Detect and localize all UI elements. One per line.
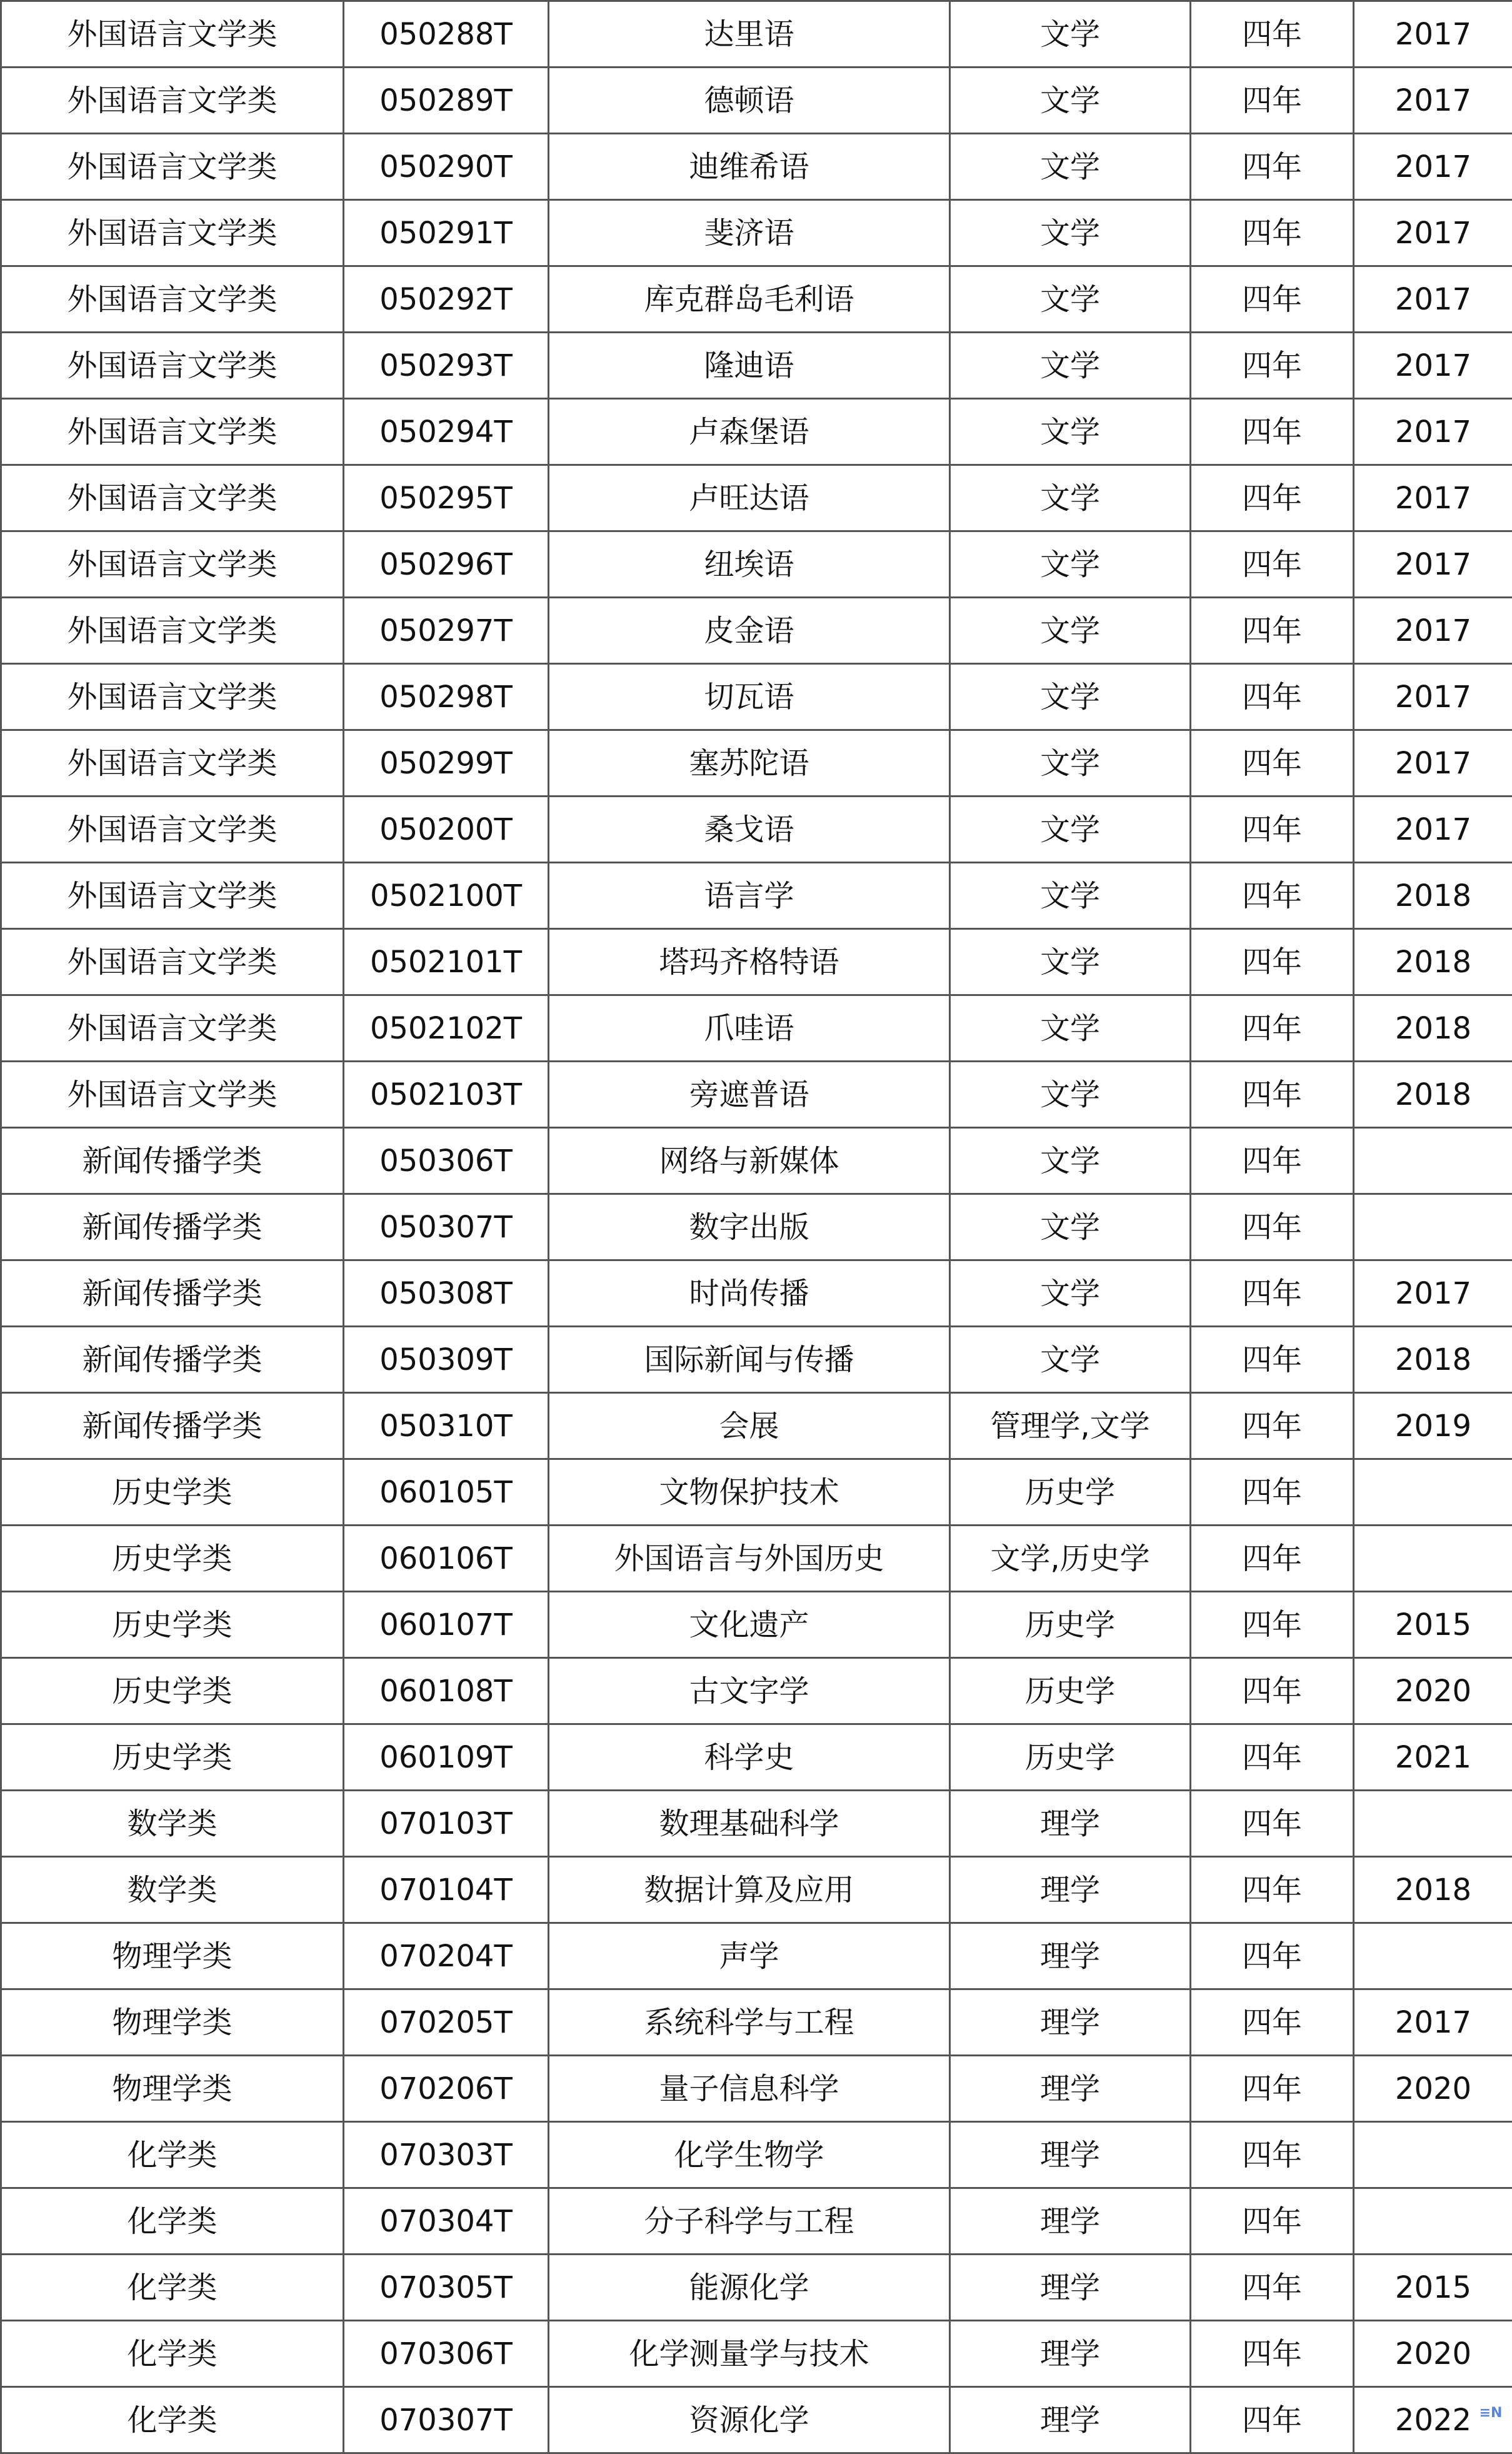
duration-cell: 四年: [1191, 2188, 1354, 2255]
code-cell: 070104T: [344, 1857, 549, 1923]
category-cell: 外国语言文学类: [1, 399, 344, 465]
degree-cell: 文学: [950, 134, 1191, 200]
code-cell: 060109T: [344, 1724, 549, 1791]
category-cell: 外国语言文学类: [1, 995, 344, 1062]
code-cell: 050290T: [344, 134, 549, 200]
year-cell: [1354, 1791, 1512, 1857]
category-cell: 外国语言文学类: [1, 134, 344, 200]
duration-cell: 四年: [1191, 929, 1354, 995]
degree-cell: 理学: [950, 2255, 1191, 2321]
table-row: [1, 2188, 1512, 2255]
major-name-cell: 库克群岛毛利语: [549, 266, 950, 333]
major-name-cell: 会展: [549, 1393, 950, 1459]
year-cell: [1354, 1128, 1512, 1194]
major-name-cell: 分子科学与工程: [549, 2188, 950, 2255]
major-name-cell: 旁遮普语: [549, 1062, 950, 1128]
table-row: [1, 2255, 1512, 2321]
year-cell: [1354, 1923, 1512, 1989]
degree-cell: 历史学: [950, 1658, 1191, 1724]
code-cell: 070304T: [344, 2188, 549, 2255]
table-row: [1, 1260, 1512, 1327]
duration-cell: 四年: [1191, 1989, 1354, 2056]
year-cell: 2021: [1354, 1724, 1512, 1791]
duration-cell: 四年: [1191, 1, 1354, 68]
code-cell: 050296T: [344, 531, 549, 598]
duration-cell: 四年: [1191, 995, 1354, 1062]
major-name-cell: 塔玛齐格特语: [549, 929, 950, 995]
table-row: [1, 134, 1512, 200]
category-cell: 外国语言文学类: [1, 1062, 344, 1128]
table-row: [1, 1459, 1512, 1526]
major-name-cell: 卢森堡语: [549, 399, 950, 465]
degree-cell: 文学: [950, 664, 1191, 730]
category-cell: 外国语言文学类: [1, 598, 344, 664]
year-cell: 2015: [1354, 2255, 1512, 2321]
table-row: [1, 797, 1512, 863]
code-cell: 060105T: [344, 1459, 549, 1526]
duration-cell: 四年: [1191, 1923, 1354, 1989]
code-cell: 070103T: [344, 1791, 549, 1857]
major-name-cell: 切瓦语: [549, 664, 950, 730]
degree-cell: 理学: [950, 1791, 1191, 1857]
major-name-cell: 文物保护技术: [549, 1459, 950, 1526]
degree-cell: 文学: [950, 1194, 1191, 1260]
code-cell: 050200T: [344, 797, 549, 863]
year-cell: 2017: [1354, 1260, 1512, 1327]
year-cell: 2022: [1354, 2387, 1512, 2453]
table-row: [1, 1393, 1512, 1459]
major-name-cell: 资源化学: [549, 2387, 950, 2453]
degree-cell: 理学: [950, 2321, 1191, 2387]
category-cell: 外国语言文学类: [1, 465, 344, 531]
duration-cell: 四年: [1191, 531, 1354, 598]
major-name-cell: 纽埃语: [549, 531, 950, 598]
year-cell: [1354, 2122, 1512, 2188]
major-name-cell: 文化遗产: [549, 1592, 950, 1658]
duration-cell: 四年: [1191, 1724, 1354, 1791]
table-row: [1, 1062, 1512, 1128]
code-cell: 0502100T: [344, 863, 549, 929]
major-name-cell: 桑戈语: [549, 797, 950, 863]
duration-cell: 四年: [1191, 68, 1354, 134]
category-cell: 化学类: [1, 2188, 344, 2255]
duration-cell: 四年: [1191, 1592, 1354, 1658]
degree-cell: 文学: [950, 797, 1191, 863]
year-cell: 2017: [1354, 68, 1512, 134]
major-name-cell: 语言学: [549, 863, 950, 929]
category-cell: 数学类: [1, 1791, 344, 1857]
degree-cell: 文学: [950, 1327, 1191, 1393]
table-row: [1, 333, 1512, 399]
major-name-cell: 卢旺达语: [549, 465, 950, 531]
year-cell: 2018: [1354, 1857, 1512, 1923]
degree-cell: 文学: [950, 863, 1191, 929]
table-row: [1, 1128, 1512, 1194]
category-cell: 外国语言文学类: [1, 333, 344, 399]
table-row: [1, 68, 1512, 134]
degree-cell: 文学,历史学: [950, 1526, 1191, 1592]
year-cell: 2017: [1354, 797, 1512, 863]
category-cell: 外国语言文学类: [1, 797, 344, 863]
table-row: [1, 2387, 1512, 2453]
major-name-cell: 数理基础科学: [549, 1791, 950, 1857]
degree-cell: 文学: [950, 200, 1191, 266]
duration-cell: 四年: [1191, 1128, 1354, 1194]
major-name-cell: 网络与新媒体: [549, 1128, 950, 1194]
year-cell: 2017: [1354, 465, 1512, 531]
duration-cell: 四年: [1191, 1526, 1354, 1592]
code-cell: 060106T: [344, 1526, 549, 1592]
year-cell: 2020: [1354, 2056, 1512, 2122]
code-cell: 0502102T: [344, 995, 549, 1062]
table-row: [1, 995, 1512, 1062]
category-cell: 外国语言文学类: [1, 1, 344, 68]
duration-cell: 四年: [1191, 1393, 1354, 1459]
code-cell: 070305T: [344, 2255, 549, 2321]
code-cell: 050310T: [344, 1393, 549, 1459]
code-cell: 050297T: [344, 598, 549, 664]
code-cell: 050306T: [344, 1128, 549, 1194]
degree-cell: 文学: [950, 929, 1191, 995]
major-name-cell: 塞苏陀语: [549, 730, 950, 797]
code-cell: 050299T: [344, 730, 549, 797]
year-cell: 2019: [1354, 1393, 1512, 1459]
degree-cell: 文学: [950, 333, 1191, 399]
category-cell: 物理学类: [1, 1923, 344, 1989]
duration-cell: 四年: [1191, 863, 1354, 929]
degree-cell: 文学: [950, 995, 1191, 1062]
major-name-cell: 声学: [549, 1923, 950, 1989]
duration-cell: 四年: [1191, 1459, 1354, 1526]
duration-cell: 四年: [1191, 200, 1354, 266]
code-cell: 070303T: [344, 2122, 549, 2188]
category-cell: 历史学类: [1, 1459, 344, 1526]
code-cell: 070206T: [344, 2056, 549, 2122]
year-cell: 2020: [1354, 1658, 1512, 1724]
degree-cell: 文学: [950, 730, 1191, 797]
table-row: [1, 664, 1512, 730]
year-cell: 2017: [1354, 730, 1512, 797]
category-cell: 物理学类: [1, 1989, 344, 2056]
table-row: [1, 465, 1512, 531]
duration-cell: 四年: [1191, 1658, 1354, 1724]
major-name-cell: 皮金语: [549, 598, 950, 664]
year-cell: 2017: [1354, 664, 1512, 730]
year-cell: 2018: [1354, 1062, 1512, 1128]
year-cell: 2017: [1354, 399, 1512, 465]
table-row: [1, 2056, 1512, 2122]
majors-table-body: [1, 1, 1512, 2453]
table-row: [1, 1327, 1512, 1393]
duration-cell: 四年: [1191, 399, 1354, 465]
duration-cell: 四年: [1191, 598, 1354, 664]
category-cell: 外国语言文学类: [1, 266, 344, 333]
degree-cell: 理学: [950, 2122, 1191, 2188]
degree-cell: 理学: [950, 2188, 1191, 2255]
major-name-cell: 科学史: [549, 1724, 950, 1791]
code-cell: 070307T: [344, 2387, 549, 2453]
category-cell: 历史学类: [1, 1592, 344, 1658]
major-name-cell: 数字出版: [549, 1194, 950, 1260]
duration-cell: 四年: [1191, 1062, 1354, 1128]
code-cell: 050295T: [344, 465, 549, 531]
major-name-cell: 化学生物学: [549, 2122, 950, 2188]
degree-cell: 理学: [950, 1989, 1191, 2056]
year-cell: 2018: [1354, 1327, 1512, 1393]
watermark-logo: ≡N: [1472, 2398, 1509, 2427]
category-cell: 外国语言文学类: [1, 68, 344, 134]
code-cell: 050288T: [344, 1, 549, 68]
category-cell: 新闻传播学类: [1, 1128, 344, 1194]
year-cell: [1354, 1194, 1512, 1260]
code-cell: 0502103T: [344, 1062, 549, 1128]
duration-cell: 四年: [1191, 2321, 1354, 2387]
major-name-cell: 化学测量学与技术: [549, 2321, 950, 2387]
duration-cell: 四年: [1191, 730, 1354, 797]
major-name-cell: 达里语: [549, 1, 950, 68]
major-name-cell: 隆迪语: [549, 333, 950, 399]
category-cell: 新闻传播学类: [1, 1194, 344, 1260]
table-row: [1, 863, 1512, 929]
table-row: [1, 266, 1512, 333]
table-row: [1, 531, 1512, 598]
major-name-cell: 德顿语: [549, 68, 950, 134]
duration-cell: 四年: [1191, 2255, 1354, 2321]
table-row: [1, 1592, 1512, 1658]
category-cell: 历史学类: [1, 1658, 344, 1724]
degree-cell: 历史学: [950, 1459, 1191, 1526]
duration-cell: 四年: [1191, 1260, 1354, 1327]
code-cell: 050309T: [344, 1327, 549, 1393]
code-cell: 070306T: [344, 2321, 549, 2387]
category-cell: 新闻传播学类: [1, 1393, 344, 1459]
degree-cell: 文学: [950, 598, 1191, 664]
table-row: [1, 1791, 1512, 1857]
category-cell: 化学类: [1, 2321, 344, 2387]
major-name-cell: 外国语言与外国历史: [549, 1526, 950, 1592]
duration-cell: 四年: [1191, 2387, 1354, 2453]
duration-cell: 四年: [1191, 1857, 1354, 1923]
code-cell: 050294T: [344, 399, 549, 465]
code-cell: 060108T: [344, 1658, 549, 1724]
category-cell: 外国语言文学类: [1, 863, 344, 929]
major-name-cell: 时尚传播: [549, 1260, 950, 1327]
category-cell: 外国语言文学类: [1, 664, 344, 730]
category-cell: 新闻传播学类: [1, 1260, 344, 1327]
code-cell: 050293T: [344, 333, 549, 399]
code-cell: 050291T: [344, 200, 549, 266]
year-cell: 2017: [1354, 1989, 1512, 2056]
table-row: [1, 1724, 1512, 1791]
major-name-cell: 古文字学: [549, 1658, 950, 1724]
year-cell: 2017: [1354, 531, 1512, 598]
year-cell: 2018: [1354, 929, 1512, 995]
category-cell: 化学类: [1, 2387, 344, 2453]
category-cell: 外国语言文学类: [1, 929, 344, 995]
major-name-cell: 量子信息科学: [549, 2056, 950, 2122]
year-cell: 2020: [1354, 2321, 1512, 2387]
major-name-cell: 国际新闻与传播: [549, 1327, 950, 1393]
year-cell: 2017: [1354, 598, 1512, 664]
category-cell: 历史学类: [1, 1526, 344, 1592]
duration-cell: 四年: [1191, 2056, 1354, 2122]
code-cell: 050308T: [344, 1260, 549, 1327]
table-row: [1, 1857, 1512, 1923]
code-cell: 0502101T: [344, 929, 549, 995]
major-name-cell: 迪维希语: [549, 134, 950, 200]
year-cell: 2015: [1354, 1592, 1512, 1658]
major-name-cell: 爪哇语: [549, 995, 950, 1062]
table-row: [1, 598, 1512, 664]
degree-cell: 理学: [950, 1923, 1191, 1989]
table-row: [1, 1, 1512, 68]
major-name-cell: 系统科学与工程: [549, 1989, 950, 2056]
duration-cell: 四年: [1191, 1327, 1354, 1393]
duration-cell: 四年: [1191, 797, 1354, 863]
duration-cell: 四年: [1191, 465, 1354, 531]
degree-cell: 文学: [950, 399, 1191, 465]
code-cell: 070204T: [344, 1923, 549, 1989]
degree-cell: 文学: [950, 1260, 1191, 1327]
duration-cell: 四年: [1191, 2122, 1354, 2188]
degree-cell: 理学: [950, 2387, 1191, 2453]
major-name-cell: 斐济语: [549, 200, 950, 266]
year-cell: 2017: [1354, 200, 1512, 266]
code-cell: 050307T: [344, 1194, 549, 1260]
year-cell: 2017: [1354, 333, 1512, 399]
table-row: [1, 929, 1512, 995]
duration-cell: 四年: [1191, 664, 1354, 730]
year-cell: 2018: [1354, 863, 1512, 929]
category-cell: 数学类: [1, 1857, 344, 1923]
year-cell: [1354, 1459, 1512, 1526]
major-name-cell: 数据计算及应用: [549, 1857, 950, 1923]
degree-cell: 历史学: [950, 1724, 1191, 1791]
table-row: [1, 2321, 1512, 2387]
code-cell: 050289T: [344, 68, 549, 134]
duration-cell: 四年: [1191, 1791, 1354, 1857]
table-row: [1, 730, 1512, 797]
degree-cell: 文学: [950, 266, 1191, 333]
degree-cell: 理学: [950, 2056, 1191, 2122]
degree-cell: 理学: [950, 1857, 1191, 1923]
major-name-cell: 能源化学: [549, 2255, 950, 2321]
year-cell: [1354, 1526, 1512, 1592]
duration-cell: 四年: [1191, 1194, 1354, 1260]
table-row: [1, 399, 1512, 465]
category-cell: 化学类: [1, 2122, 344, 2188]
category-cell: 外国语言文学类: [1, 730, 344, 797]
code-cell: 060107T: [344, 1592, 549, 1658]
category-cell: 物理学类: [1, 2056, 344, 2122]
code-cell: 050298T: [344, 664, 549, 730]
category-cell: 化学类: [1, 2255, 344, 2321]
degree-cell: 文学: [950, 1, 1191, 68]
year-cell: 2017: [1354, 1, 1512, 68]
code-cell: 050292T: [344, 266, 549, 333]
degree-cell: 文学: [950, 1128, 1191, 1194]
degree-cell: 文学: [950, 465, 1191, 531]
table-row: [1, 1194, 1512, 1260]
year-cell: 2018: [1354, 995, 1512, 1062]
category-cell: 外国语言文学类: [1, 531, 344, 598]
duration-cell: 四年: [1191, 333, 1354, 399]
degree-cell: 历史学: [950, 1592, 1191, 1658]
table-row: [1, 200, 1512, 266]
degree-cell: 文学: [950, 1062, 1191, 1128]
duration-cell: 四年: [1191, 134, 1354, 200]
year-cell: [1354, 2188, 1512, 2255]
category-cell: 历史学类: [1, 1724, 344, 1791]
degree-cell: 文学: [950, 531, 1191, 598]
duration-cell: 四年: [1191, 266, 1354, 333]
degree-cell: 管理学,文学: [950, 1393, 1191, 1459]
category-cell: 外国语言文学类: [1, 200, 344, 266]
code-cell: 070205T: [344, 1989, 549, 2056]
category-cell: 新闻传播学类: [1, 1327, 344, 1393]
table-row: [1, 1658, 1512, 1724]
year-cell: 2017: [1354, 266, 1512, 333]
table-row: [1, 1989, 1512, 2056]
year-cell: 2017: [1354, 134, 1512, 200]
table-row: [1, 2122, 1512, 2188]
table-row: [1, 1526, 1512, 1592]
degree-cell: 文学: [950, 68, 1191, 134]
table-row: [1, 1923, 1512, 1989]
